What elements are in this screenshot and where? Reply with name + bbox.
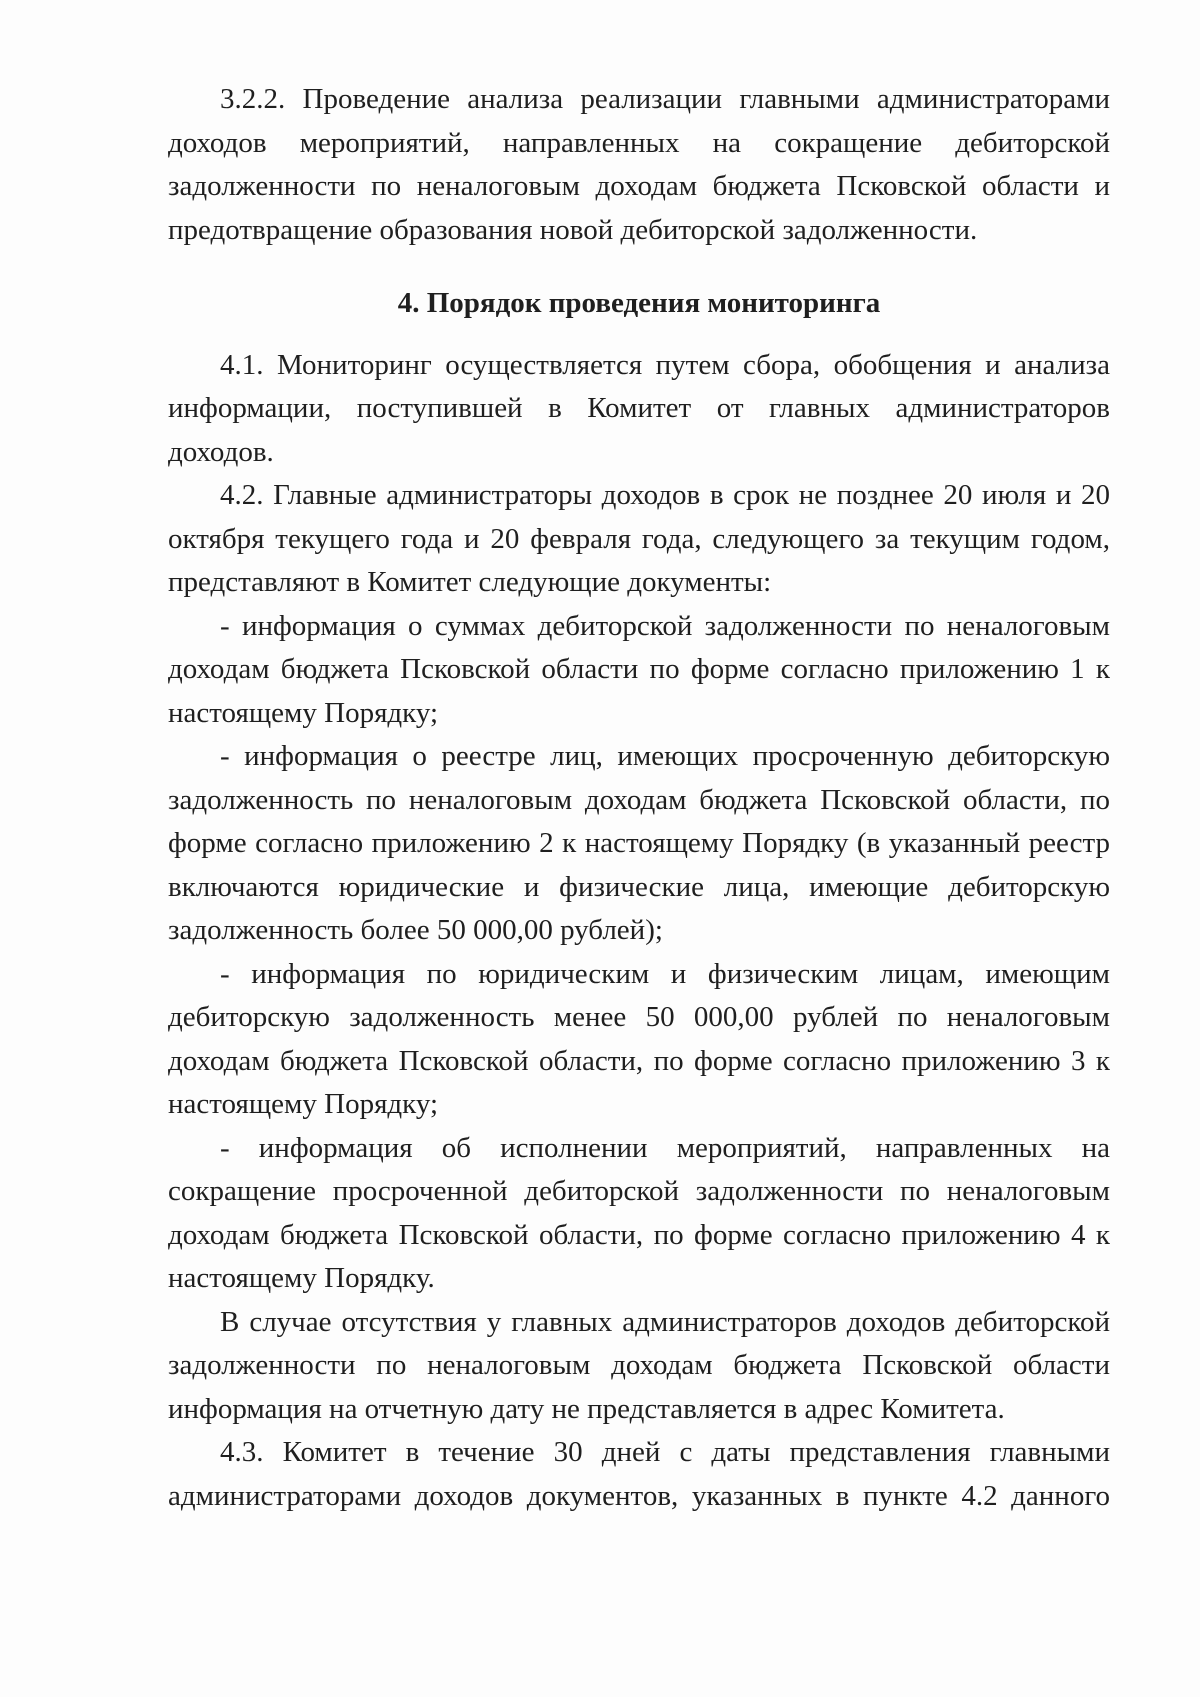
paragraph-4-1: 4.1. Мониторинг осуществляется путем сбора, обобщения и анализа информации, поступившей в Комитет от главных администраторов доходов. [168,348,1110,468]
paragraph-4-3: 4.3. Комитет в течение 30 дней с даты представления главными администраторами доходов документов, указанных в пункте 4.2 данного [168,1436,1110,1512]
section-heading: 4. Порядок проведения мониторинга [397,287,881,319]
paragraph-4-2: 4.2. Главные администраторы доходов в срок не позднее 20 июля и 20 октября текущего года и 20 февраля года, следующего за текущим годом, представляют в Комитет следующие документы: [168,479,1110,598]
list-item-appendix-3: - информация по юридическим и физическим лицам, имеющим дебиторскую задолженность менее 50 000,00 рублей по неналоговым доходам бюджета Псковской области, по форме согласно приложению 3 к настоящему Порядку; [168,957,1110,1120]
paragraph-3-2-2: 3.2.2. Проведение анализа реализации главными администраторами доходов мероприятий, направленных на сокращение дебиторской задолженности по неналоговым доходам бюджета Псковской области и предотвращение образования новой дебиторской задолженности. [168,83,1110,246]
list-item-appendix-4: - информация об исполнении мероприятий, направленных на сокращение просроченной дебиторской задолженности по неналоговым доходам бюджета Псковской области, по форме согласно приложению 4 к настоящему Порядку. [168,1131,1110,1294]
paragraph-no-debt-case: В случае отсутствия у главных администраторов доходов дебиторской задолженности по неналоговым доходам бюджета Псковской области информация на отчетную дату не представляется в адрес Комитета. [168,1305,1110,1425]
list-item-appendix-2: - информация о реестре лиц, имеющих просроченную дебиторскую задолженность по неналоговым доходам бюджета Псковской области, по форме согласно приложению 2 к настоящему Порядку (в указанный реестр включаются юридические и физические лица, имеющие дебиторскую задолженность более 50 000,00 рублей); [168,740,1110,946]
list-item-appendix-1: - информация о суммах дебиторской задолженности по неналоговым доходам бюджета Псковской области по форме согласно приложению 1 к настоящему Порядку; [168,609,1110,729]
document-body [168,78,1110,1518]
